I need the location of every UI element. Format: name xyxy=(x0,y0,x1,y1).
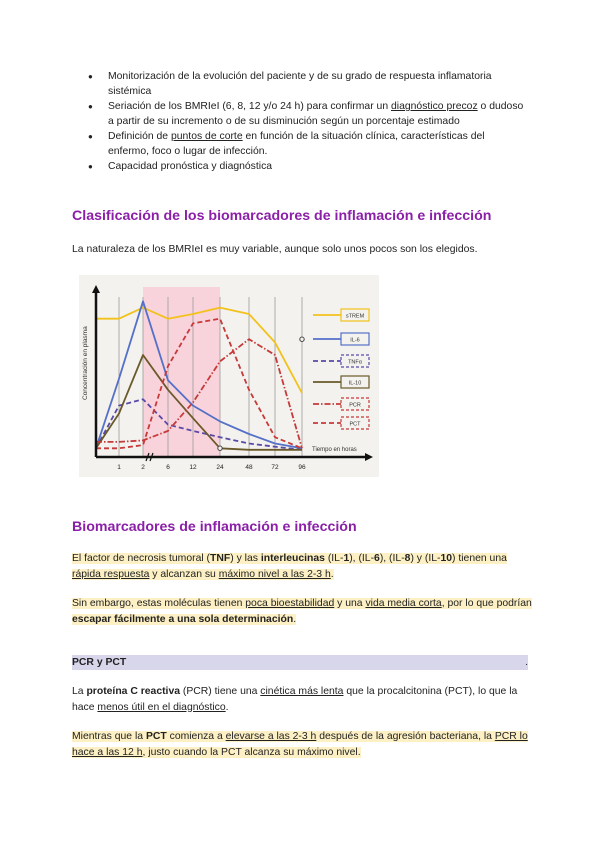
y-axis-arrow xyxy=(92,285,100,293)
tick-label: 48 xyxy=(245,464,253,471)
tick-label: 96 xyxy=(298,464,306,471)
tick-label: 1 xyxy=(117,464,121,471)
paragraph-pct: Mientras que la PCT comienza a elevarse a las 2-3 h después de la agresión bacteriana, la PCR lo hace a las 12 h, justo cuando la PCT alcanza su máximo nivel. xyxy=(72,731,528,758)
bullet-text: Seriación de los BMRIeI (6, 8, 12 y/o 24 h) para confirmar un xyxy=(108,101,391,112)
biomarker-chart xyxy=(79,275,379,477)
legend-label: TNFα xyxy=(348,359,362,366)
bullet-text: o dudoso a partir de su incremento o de su disminución según un porcentaje estimado xyxy=(108,101,524,127)
series-marker xyxy=(218,446,222,450)
intro-paragraph: La naturaleza de los BMRIeI es muy variable, aunque solo unos pocos son los elegidos. xyxy=(72,244,478,255)
underlined-term: puntos de corte xyxy=(170,131,243,142)
bullet-text: Definición de xyxy=(108,131,171,142)
paragraph-bioestabilidad: Sin embargo, estas moléculas tienen poca bioestabilidad y una vida media corta, por lo que podrían escapar fácilmente a una sola determinación. xyxy=(72,598,532,625)
section-title-clasificacion: Clasificación de los biomarcadores de inflamación e infección xyxy=(72,208,492,224)
chart-svg xyxy=(79,275,379,477)
x-axis-label: Tiempo en horas xyxy=(312,447,357,453)
paragraph-pcr: La proteína C reactiva (PCR) tiene una cinética más lenta que la procalcitonina (PCT), lo que la hace menos útil en el diagnóstico. xyxy=(72,686,518,713)
section-title-biomarcadores: Biomarcadores de inflamación e infección xyxy=(72,519,357,535)
paragraph-tnf: El factor de necrosis tumoral (TNF) y las interleucinas (IL-1), (IL-6), (IL-8) y (IL-10) tienen una rápida respuesta y alcanzan su máximo nivel a las 2-3 h. xyxy=(72,553,507,580)
y-axis-label: Concentración en plasma xyxy=(82,326,89,400)
list-item xyxy=(88,160,528,175)
list-item xyxy=(88,130,528,159)
bullet-text: Monitorización de la evolución del paciente y de su grado de respuesta inflamatoria sistémica xyxy=(108,71,492,97)
series-marker xyxy=(300,337,304,341)
legend-label: sTREM xyxy=(345,313,365,320)
list-item xyxy=(88,70,528,99)
tick-label: 72 xyxy=(271,464,279,471)
legend-label: PCT xyxy=(349,421,361,428)
tick-label: 2 xyxy=(141,464,145,471)
tick-label: 12 xyxy=(189,464,197,471)
subheading-text: PCR y PCT xyxy=(72,657,127,668)
tick-label: 6 xyxy=(166,464,170,471)
tick-label: 24 xyxy=(216,464,224,471)
legend-label: PCR xyxy=(349,402,361,409)
legend-label: IL-6 xyxy=(350,337,360,344)
bullet-text: Capacidad pronóstica y diagnóstica xyxy=(108,161,273,172)
underlined-term: diagnóstico precoz xyxy=(391,101,478,112)
list-item xyxy=(88,100,528,129)
x-axis-arrow xyxy=(365,453,373,461)
subheading-pcr-pct: PCR y PCT . xyxy=(72,657,528,668)
bullet-text: en función de la situación clínica, características del enfermo, foco o lugar de infección. xyxy=(108,131,485,157)
bullet-list xyxy=(88,70,528,176)
legend-label: IL-10 xyxy=(348,380,362,387)
